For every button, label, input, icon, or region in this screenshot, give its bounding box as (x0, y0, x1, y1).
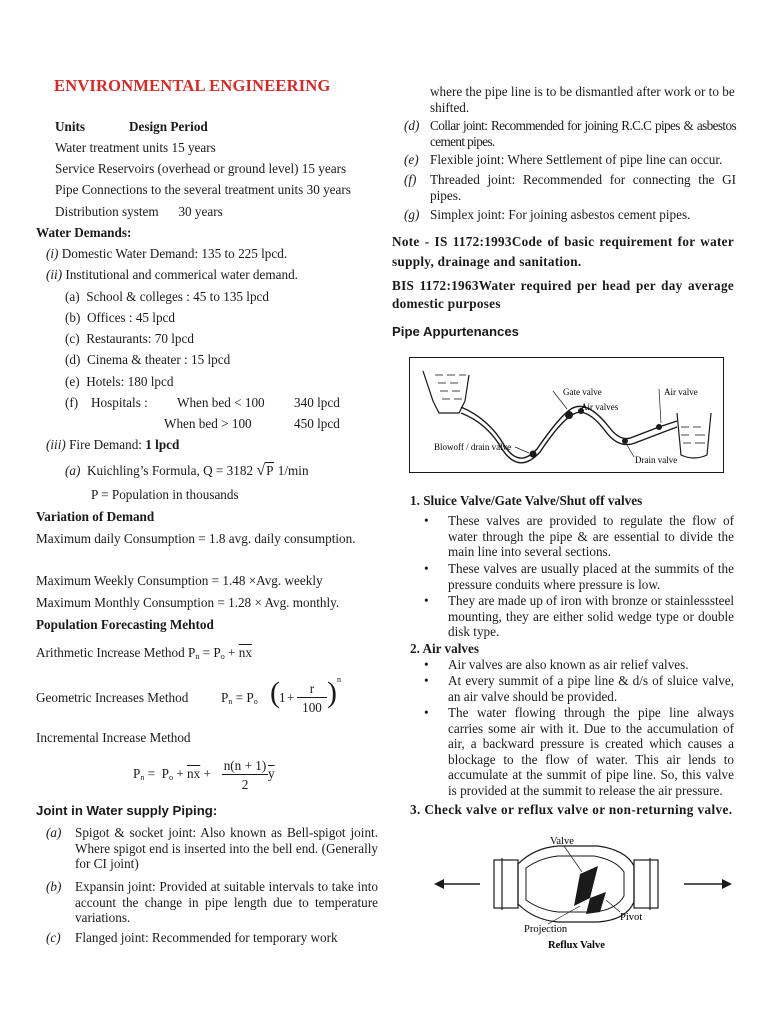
formula-2: 2 (241, 777, 249, 792)
formula-sub-o: o (253, 697, 258, 706)
sqrt-sign: √ (256, 462, 266, 479)
hospital-value: 450 lpcd (294, 416, 340, 431)
bullet-item (426, 513, 734, 560)
joint-item (404, 152, 736, 168)
variation-daily: Maximum daily Consumption = 1.8 avg. daily consumption. (36, 531, 356, 546)
list-num: (f) (65, 395, 79, 410)
design-period-row: Pipe Connections to the several treatment units 30 years (55, 182, 351, 197)
bullet-text: The water flowing through the pipe line always carries some air with it. Due to the accumulation of air, a backward pressure is created which causes a blockage to the flow of water. This air lends to accumulate at the summit of pipe line. So, this valve is provided at the summit to release the air pressure. (448, 705, 734, 798)
list-num: (e) (65, 374, 80, 389)
label-blowoff: Blowoff / drain valve (434, 442, 512, 452)
domestic-demand: Domestic Water Demand: 135 to 225 lpcd. (61, 246, 288, 261)
bullet-text: These valves are provided to regulate the flow of water through the pipe & are essential to divide the main line into several sections. (448, 513, 734, 560)
fraction-bar (222, 774, 268, 775)
leader-line (564, 846, 582, 872)
formula-sub-n: n (195, 652, 200, 661)
reflux-valve-caption: Reflux Valve (548, 940, 605, 951)
joint-text: Flexible joint: Where Settlement of pipe line can occur. (430, 152, 723, 167)
bullet-dot: • (424, 513, 429, 528)
joint-item (46, 879, 378, 926)
label-pivot: Pivot (620, 912, 643, 923)
bullet-text: They are made up of iron with bronze or stainlesssteel mounting, they are either solid wedge type or double disk type. (448, 593, 735, 640)
geometric-label: Geometric Increases Method (36, 690, 189, 705)
paren-left: ( (270, 676, 280, 709)
air-valve-marker-2 (656, 424, 662, 430)
formula-plus: + (227, 645, 236, 660)
page-title: ENVIRONMENTAL ENGINEERING (54, 76, 331, 95)
demand-item: Restaurants: 70 lpcd (86, 331, 194, 346)
formula-p: P (246, 690, 254, 705)
list-num: (a) (46, 825, 62, 840)
formula-p: P (187, 645, 196, 660)
formula-sub-o: o (220, 652, 225, 661)
joint-item (404, 172, 736, 203)
fire-demand-value: 1 lpcd (145, 437, 180, 452)
pipe-left (494, 860, 518, 908)
air-valves-heading: 2. Air valves (410, 641, 479, 656)
design-period-header: Design Period (129, 119, 208, 134)
formula-100: 100 (302, 700, 322, 715)
joint-text: Spigot & socket joint: Also known as Bell-spigot joint. Where spigot end is inserted into the bell end. (Generally for CI joint) (75, 825, 378, 872)
water-demands-heading: Water Demands: (36, 225, 132, 240)
variation-heading: Variation of Demand (36, 509, 155, 524)
note-is-1172: Note - IS 1172:1993Code of basic requirement for water supply, drainage and sanitation. (392, 234, 734, 269)
joint-text: Simplex joint: For joining asbestos cement pipes. (430, 207, 691, 222)
list-num: (g) (404, 207, 420, 222)
arrow-head-right (722, 879, 732, 889)
bullet-item (426, 673, 734, 704)
formula-plus: + (203, 766, 211, 781)
institutional-demand: Institutional and commerical water demand. (65, 267, 298, 282)
list-num: (b) (46, 879, 62, 894)
drain-valve-marker-2 (622, 438, 628, 444)
joints-heading: Joint in Water supply Piping: (36, 803, 218, 818)
label-valve: Valve (550, 836, 574, 847)
check-valve-heading: 3. Check valve or reflux valve or non-returning valve. (410, 802, 733, 817)
valve-body (518, 846, 634, 922)
formula-exp-n: n (337, 675, 341, 684)
list-num: (d) (404, 118, 420, 133)
list-num: (f) (404, 172, 417, 187)
demand-item: Offices : 45 lpcd (86, 310, 176, 325)
appurtenances-heading: Pipe Appurtenances (392, 324, 520, 339)
bullet-text: Air valves are also known as air relief valves. (448, 657, 689, 672)
bullet-dot: • (424, 705, 429, 720)
formula-nx: $\overline{nx}$ (238, 645, 252, 660)
label-drain-valve: Drain valve (635, 455, 678, 465)
joint-item (404, 207, 736, 223)
incremental-label: Incremental Increase Method (36, 730, 191, 745)
list-num: (c) (46, 930, 61, 945)
hospital-value: 340 lpcd (294, 395, 340, 410)
bullet-text: These valves are usually placed at the summits of the pressure conduits where pressure is low. (448, 561, 734, 592)
list-num: (d) (65, 352, 81, 367)
joint-text: Threaded joint: Recommended for connecting the GI pipes. (430, 172, 736, 203)
joint-text: Flanged joint: Recommended for temporary work (75, 930, 338, 945)
arithmetic-label: Arithmetic Increase Method (36, 645, 185, 660)
joint-text: Expansin joint: Provided at suitable intervals to take into account the change in pipe length due to temperature variations. (75, 879, 378, 926)
drain-valve-marker (530, 451, 537, 458)
kuichling-radicand: P (266, 463, 274, 478)
variation-weekly: Maximum Weekly Consumption = 1.48 ×Avg. weekly (36, 573, 323, 588)
label-gate-valve: Gate valve (563, 387, 602, 397)
hospital-condition: When bed > 100 (164, 416, 252, 431)
formula-p: P (213, 645, 221, 660)
formula-eq: = (147, 766, 156, 781)
bullet-dot: • (424, 593, 429, 608)
design-period-row: Distribution system 30 years (55, 204, 223, 219)
bullet-item (426, 561, 734, 592)
list-num: (b) (65, 310, 81, 325)
bullet-item (426, 705, 734, 799)
formula-sub-n: n (140, 773, 145, 782)
hospital-condition: When bed < 100 (177, 395, 265, 410)
formula-sub-o: o (169, 773, 174, 782)
note-bis-1172: BIS 1172:1963Water required per head per day average domestic purposes (392, 278, 734, 311)
pipe-right (634, 860, 658, 908)
formula-eq: = (202, 645, 211, 660)
label-air-valves: Air valves (581, 402, 619, 412)
hospitals-label: Hospitals : (91, 395, 148, 410)
leader-line (548, 906, 580, 924)
label-projection: Projection (524, 924, 568, 935)
design-period-row: Service Reservoirs (overhead or ground level) 15 years (55, 161, 347, 176)
list-num: (a) (65, 289, 80, 304)
population-note: P = Population in thousands (91, 487, 239, 502)
kuichling-formula: Kuichling’s Formula, Q = 3182 (86, 463, 254, 478)
list-num: (ii) (46, 267, 63, 282)
formula-plus: + (287, 690, 295, 705)
pipe-appurtenances-diagram (409, 357, 724, 473)
list-num: (iii) (46, 437, 66, 452)
list-num: (a) (65, 463, 81, 478)
demand-item: Cinema & theater : 15 lpcd (86, 352, 231, 367)
kuichling-unit: 1/min (277, 463, 309, 478)
formula-p: P (161, 766, 170, 781)
gate-valve-marker (565, 411, 573, 419)
formula-y: $\overline{y}$ (268, 766, 275, 781)
design-period-row: Water treatment units 15 years (55, 140, 216, 155)
arrow-head-left (434, 879, 444, 889)
units-header: Units (55, 119, 86, 134)
list-num: (e) (404, 152, 419, 167)
fire-demand: Fire Demand: (69, 437, 142, 452)
bullet-dot: • (424, 561, 429, 576)
list-num: (i) (46, 246, 59, 261)
bullet-item (426, 657, 734, 673)
paren-right: ) (327, 676, 337, 709)
joint-item (404, 118, 736, 149)
bullet-dot: • (424, 673, 429, 688)
fraction-bar (297, 697, 327, 698)
demand-item: School & colleges : 45 to 135 lpcd (86, 289, 270, 304)
label-air-valve: Air valve (664, 387, 698, 397)
joint-text: Collar joint: Recommended for joining R.C.C pipes & asbestos cement pipes. (430, 118, 736, 149)
population-heading: Population Forecasting Mehtod (36, 617, 214, 632)
formula-p: P (221, 690, 229, 705)
reflux-valve-diagram (430, 832, 736, 956)
bullet-dot: • (424, 657, 429, 672)
sluice-heading: 1. Sluice Valve/Gate Valve/Shut off valves (410, 493, 643, 508)
bullet-item (426, 593, 734, 640)
formula-plus: + (176, 766, 184, 781)
list-num: (c) (65, 331, 80, 346)
leader-line (606, 900, 620, 912)
formula-p: P (133, 766, 141, 781)
formula-nx: $\overline{nx}$ (187, 766, 201, 781)
formula-sub-n: n (228, 697, 233, 706)
demand-item: Hotels: 180 lpcd (86, 374, 174, 389)
formula-eq: = (235, 690, 244, 705)
bullet-text: At every summit of a pipe line & d/s of sluice valve, an air valve should be provided. (448, 673, 734, 704)
variation-monthly: Maximum Monthly Consumption = 1.28 × Avg. monthly. (36, 595, 340, 610)
formula-nn1: n(n + 1) (223, 758, 267, 773)
joint-item (46, 825, 378, 872)
formula-r: r (309, 681, 315, 696)
formula-one: 1 (279, 690, 286, 705)
joint-item (46, 930, 378, 946)
joint-continued: where the pipe line is to be dismantled after work or to be shifted. (430, 84, 735, 115)
